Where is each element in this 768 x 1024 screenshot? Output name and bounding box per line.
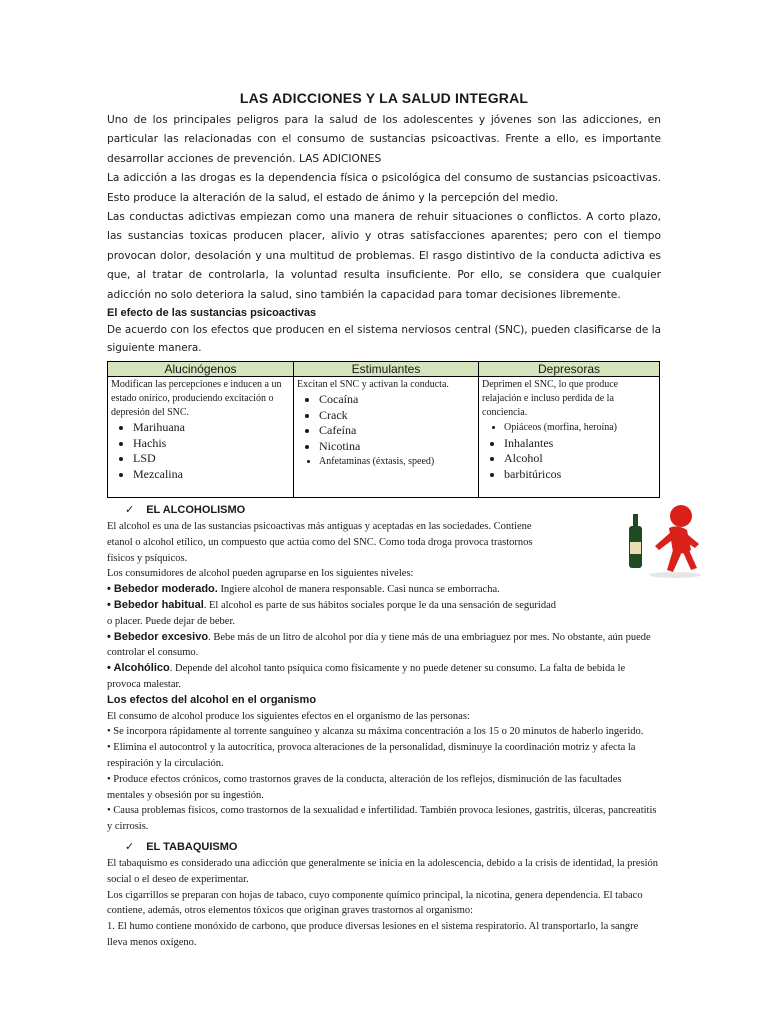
effects-heading — [107, 693, 661, 709]
cell-depresoras — [479, 377, 660, 498]
cell-description: Deprimen el SNC, lo que produce relajación e incluso perdida de la conciencia. — [482, 379, 619, 419]
drug-list — [297, 392, 475, 470]
drinker-level — [107, 630, 661, 662]
heading-text: Los efectos del alcohol en el organismo — [107, 693, 317, 706]
intro-paragraph: Las conductas adictivas empiezan como una manera de rehuir situaciones o conflictos. A corto plazo, las sustancias toxicas producen placer, alivio y otras satisfacciones aparentes; pero con el tiempo provocan dolor, desolación y una multitud de problemas. El rasgo distintivo de la conducta adictiva es que, al tratar de controlarla, la voluntad resulta insuficiente. Por ello, se considera que cualquier adicción no solo deteriora la salud, sino también la capacidad para tomar decisiones libremente. — [107, 211, 661, 301]
effect-lead: De acuerdo con los efectos que producen en el sistema nerviosos central (SNC), pueden clasificarse de la siguiente manera. — [107, 324, 661, 355]
body-paragraph: El alcohol es una de las sustancias psicoactivas más antiguas y aceptadas en las sociedades. Contiene etanol o alcohol etílico, un compuesto que actúa como del SNC. Como toda droga provoca trastornos físicos y psíquicos. — [107, 521, 533, 564]
table-row — [108, 377, 660, 498]
level-name: • Alcohólico — [107, 662, 170, 675]
header-depresoras: Depresoras — [479, 362, 660, 377]
cell-estimulantes — [294, 377, 479, 498]
checkmark-icon: ✓ — [125, 841, 135, 853]
tabaquismo-section — [107, 856, 661, 951]
list-item: • Mezcalina — [133, 467, 290, 483]
level-text: . El alcohol es parte de sus hábitos sociales porque le da una sensación de seguridad o placer. Puede dejar de beber. — [107, 600, 556, 627]
level-name: • Bebedor excesivo — [107, 630, 209, 643]
list-item: • barbitúricos — [504, 467, 656, 483]
cell-alucinogenos — [108, 377, 294, 498]
list-item: • Cocaína — [319, 392, 475, 408]
intro-paragraph: La adicción a las drogas es la dependencia física o psicológica del consumo de sustancias psicoactivas. Esto produce la alteración de la salud, el estado de ánimo y la percepción del medio. — [107, 172, 661, 204]
cell-description: Modifican las percepciones e inducen a un estado onírico, produciendo excitación o depresión del SNC. — [111, 379, 282, 419]
intro-section — [107, 111, 661, 305]
list-item: • Opiáceos (morfina, heroína) — [504, 420, 656, 436]
level-text: . Bebe más de un litro de alcohol por día y tiene más de una embriaguez por mes. No obstante, aún puede controlar el consumo. — [107, 631, 651, 659]
effects-intro: El consumo de alcohol produce los siguientes efectos en el organismo de las personas: — [107, 710, 470, 722]
level-text: Ingiere alcohol de manera responsable. Casi nunca se emborracha. — [217, 584, 500, 596]
level-name: • Bebedor habitual — [107, 599, 204, 612]
header-alucinogenos: Alucinógenos — [108, 362, 294, 377]
effect-item: • Produce efectos crónicos, como trastornos graves de la conducta, alteración de los reflejos, disminución de las facultades mentales y obsesión por su ingestión. — [107, 773, 622, 801]
heading-text: EL TABAQUISMO — [146, 841, 238, 853]
body-paragraph: Los consumidores de alcohol pueden agruparse en los siguientes niveles: — [107, 568, 414, 580]
intro-paragraph: Uno de los principales peligros para la salud de los adolescentes y jóvenes son las adicciones, en particular las relacionadas con el consumo de sustancias psicoactivas. Frente a ello, es importante desarrollar acciones de prevención. LAS ADICIONES — [107, 114, 661, 165]
list-item: • Cafeína — [319, 423, 475, 439]
tabaquismo-heading — [125, 840, 661, 854]
red-figure-icon — [655, 505, 699, 572]
level-name: • Bebedor moderado. — [107, 583, 218, 596]
list-item: • LSD — [133, 451, 290, 467]
checkmark-icon: ✓ — [125, 504, 135, 517]
effect-item: • Se incorpora rápidamente al torrente sanguíneo y alcanza su máxima concentración a los 15 o 20 minutos de haberlo ingerido. — [107, 726, 644, 738]
page-title: LAS ADICCIONES Y LA SALUD INTEGRAL — [239, 90, 529, 106]
list-item: • Alcohol — [504, 451, 656, 467]
list-item: • Nicotina — [319, 439, 475, 455]
body-paragraph: El tabaquismo es considerado una adicción que generalmente se inicia en la adolescencia, debido a la crisis de identidad, la presión social o el deseo de experimentar. — [107, 858, 659, 885]
list-item: • Inhalantes — [504, 436, 656, 452]
heading-text: EL ALCOHOLISMO — [146, 504, 246, 517]
list-item: • Crack — [319, 408, 475, 424]
alcoholismo-heading — [125, 503, 661, 517]
body-paragraph: 1. El humo contiene monóxido de carbono, que produce diversas lesiones en el sistema respiratorio. Al transportarlo, la sangre lleva menos oxígeno. — [107, 921, 639, 948]
table-header-row — [108, 362, 660, 377]
classification-table — [107, 361, 660, 498]
drinker-level — [107, 582, 661, 598]
bottle-icon — [629, 514, 642, 568]
effect-heading: El efecto de las sustancias psicoactivas — [107, 307, 317, 320]
list-item: • Hachis — [133, 436, 290, 452]
drinker-level — [107, 598, 557, 630]
drug-list — [111, 420, 290, 482]
alcoholismo-section — [107, 519, 661, 835]
effect-item: • Causa problemas físicos, como trastornos de la sexualidad e infertilidad. También provoca lesiones, gastritis, úlceras, pancreatitis y cirrosis. — [107, 805, 657, 833]
effect-item: • Elimina el autocontrol y la autocrítica, provoca alteraciones de la personalidad, disminuye la coordinación motriz y afecta la respiración y la circulación. — [107, 742, 636, 770]
drug-list — [482, 420, 656, 482]
drinker-level — [107, 661, 661, 693]
body-paragraph: Los cigarrillos se preparan con hojas de tabaco, cuyo componente químico principal, la nicotina, genera dependencia. El tabaco contiene, además, otros elementos tóxicos que originan graves trastornos al organismo: — [107, 889, 643, 917]
list-item: • Marihuana — [133, 420, 290, 436]
document-page — [107, 90, 661, 951]
header-estimulantes: Estimulantes — [294, 362, 479, 377]
drunk-figure-illustration — [625, 500, 705, 580]
level-text: . Depende del alcohol tanto psíquica como físicamente y no puede detener su consumo. La falta de bebida le provoca malestar. — [107, 663, 626, 691]
cell-description: Excitan el SNC y activan la conducta. — [297, 379, 449, 391]
list-item: • Anfetaminas (éxtasis, speed) — [319, 454, 475, 470]
